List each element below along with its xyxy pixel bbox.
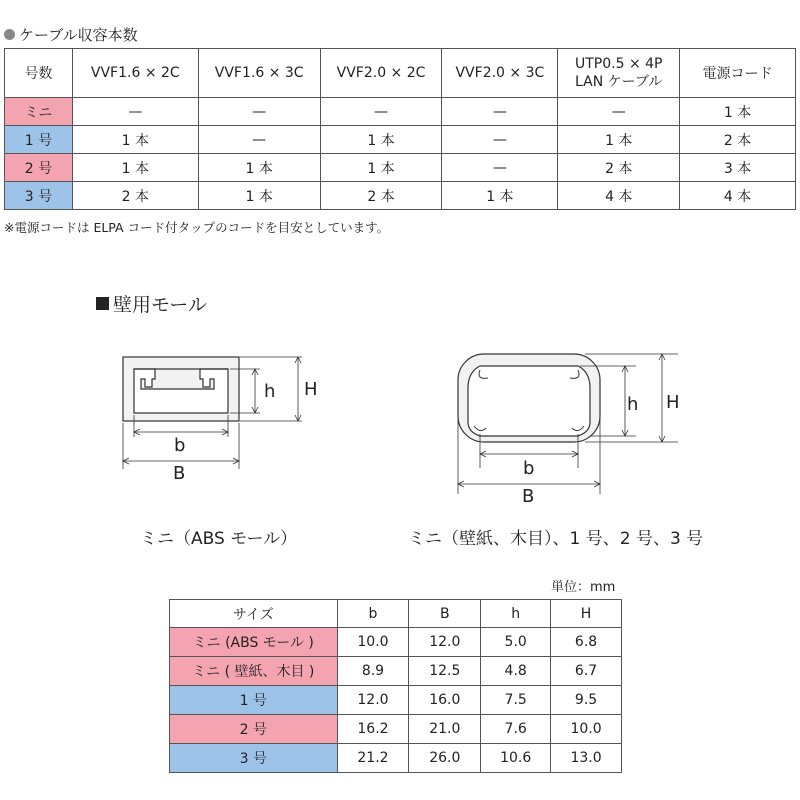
mold-cavity-shape (468, 366, 590, 436)
table-cell: 12.0 (409, 628, 481, 657)
table-cell: 1 本 (558, 126, 680, 154)
table-cell: 21.0 (409, 715, 481, 744)
header-line: LAN ケーブル (575, 74, 663, 90)
dimension-label-h: h (627, 394, 639, 415)
table-cell: 1 本 (72, 154, 198, 182)
header-cell: B (409, 600, 481, 628)
table-cell: 7.5 (481, 686, 551, 715)
size-cell: 1 号 (170, 686, 338, 715)
table-cell: 6.7 (551, 657, 622, 686)
table-row (170, 628, 622, 657)
table-cell: 1 本 (320, 126, 442, 154)
wall-mold-heading (96, 290, 207, 317)
bullet-square-icon (96, 297, 109, 310)
size-cell: ミニ (ABS モール ) (170, 628, 338, 657)
table-row (5, 154, 796, 182)
table-cell: 13.0 (551, 744, 622, 773)
table-cell: 6.8 (551, 628, 622, 657)
dimension-label-b: b (174, 435, 186, 456)
table-cell: — (320, 98, 442, 126)
table-cell: 1 本 (442, 182, 558, 210)
table-row (5, 98, 796, 126)
caption-abs-mold: ミニ（ABS モール） (140, 529, 298, 549)
table-row (170, 744, 622, 773)
table-cell: 16.2 (337, 715, 409, 744)
table-cell: 1 本 (680, 98, 796, 126)
size-cell: 1 号 (5, 126, 73, 154)
table-header-row (170, 600, 622, 628)
header-cell: H (551, 600, 622, 628)
header-cell: サイズ (170, 600, 338, 628)
table-cell: — (442, 98, 558, 126)
header-cell: b (337, 600, 409, 628)
table-cell: 1 本 (320, 154, 442, 182)
size-cell: 3 号 (170, 744, 338, 773)
size-cell: ミニ (5, 98, 73, 126)
table-cell: 4 本 (680, 182, 796, 210)
unit-label: 単位：mm (551, 580, 616, 595)
rounded-mold-diagram (440, 342, 690, 507)
dimension-label-H: H (666, 392, 680, 413)
table-cell: 1 本 (198, 182, 320, 210)
cable-capacity-title: ケーブル収容本数 (19, 26, 138, 44)
table-row (170, 686, 622, 715)
dimension-label-B: B (522, 486, 535, 507)
size-cell: 2 号 (5, 154, 73, 182)
table-cell: 16.0 (409, 686, 481, 715)
table-cell: — (558, 98, 680, 126)
table-cell: 4 本 (558, 182, 680, 210)
table-row (5, 126, 796, 154)
table-cell: 9.5 (551, 686, 622, 715)
table-row (170, 715, 622, 744)
table-cell: 5.0 (481, 628, 551, 657)
bullet-circle-icon (4, 29, 15, 40)
table-cell: 12.5 (409, 657, 481, 686)
table-cell: — (198, 126, 320, 154)
header-cell: 電源コード (680, 49, 796, 98)
header-cell: VVF1.6 × 3C (198, 49, 320, 98)
dimension-label-H: H (304, 379, 318, 400)
table-cell: 12.0 (337, 686, 409, 715)
cable-capacity-heading (4, 24, 138, 45)
cable-capacity-table (4, 48, 796, 210)
header-line: UTP0.5 × 4P (574, 55, 663, 72)
table-cell: 26.0 (409, 744, 481, 773)
header-cell: VVF2.0 × 3C (442, 49, 558, 98)
size-cell: ミニ ( 壁紙、木目 ) (170, 657, 338, 686)
table-cell: 10.0 (551, 715, 622, 744)
table-cell: 10.0 (337, 628, 409, 657)
table-cell: 7.6 (481, 715, 551, 744)
dimension-table (169, 599, 622, 773)
table-cell: 8.9 (337, 657, 409, 686)
table-cell: 2 本 (72, 182, 198, 210)
table-cell: 3 本 (680, 154, 796, 182)
abs-mold-diagram (110, 345, 340, 485)
table-cell: — (442, 154, 558, 182)
header-cell (558, 49, 680, 98)
table-cell: — (442, 126, 558, 154)
wall-mold-title: 壁用モール (113, 294, 207, 316)
table-cell: — (72, 98, 198, 126)
header-cell: 号数 (5, 49, 73, 98)
header-cell: VVF1.6 × 2C (72, 49, 198, 98)
dimension-label-b: b (523, 458, 535, 479)
table-cell: 2 本 (680, 126, 796, 154)
table-row (5, 182, 796, 210)
table-cell: 2 本 (558, 154, 680, 182)
table-row (170, 657, 622, 686)
table-cell: 2 本 (320, 182, 442, 210)
table-cell: 10.6 (481, 744, 551, 773)
dimension-label-h: h (264, 381, 276, 402)
table-cell: — (198, 98, 320, 126)
header-cell: h (481, 600, 551, 628)
table-cell: 21.2 (337, 744, 409, 773)
size-cell: 3 号 (5, 182, 73, 210)
table-cell: 1 本 (198, 154, 320, 182)
dimension-label-B: B (173, 463, 186, 484)
table-cell: 4.8 (481, 657, 551, 686)
size-cell: 2 号 (170, 715, 338, 744)
table-footnote: ※電源コードは ELPA コード付タップのコードを目安としています。 (4, 220, 390, 235)
table-header-row (5, 49, 796, 98)
table-cell: 1 本 (72, 126, 198, 154)
caption-rounded-mold: ミニ（壁紙、木目）、1 号、2 号、3 号 (408, 529, 704, 549)
header-cell: VVF2.0 × 2C (320, 49, 442, 98)
